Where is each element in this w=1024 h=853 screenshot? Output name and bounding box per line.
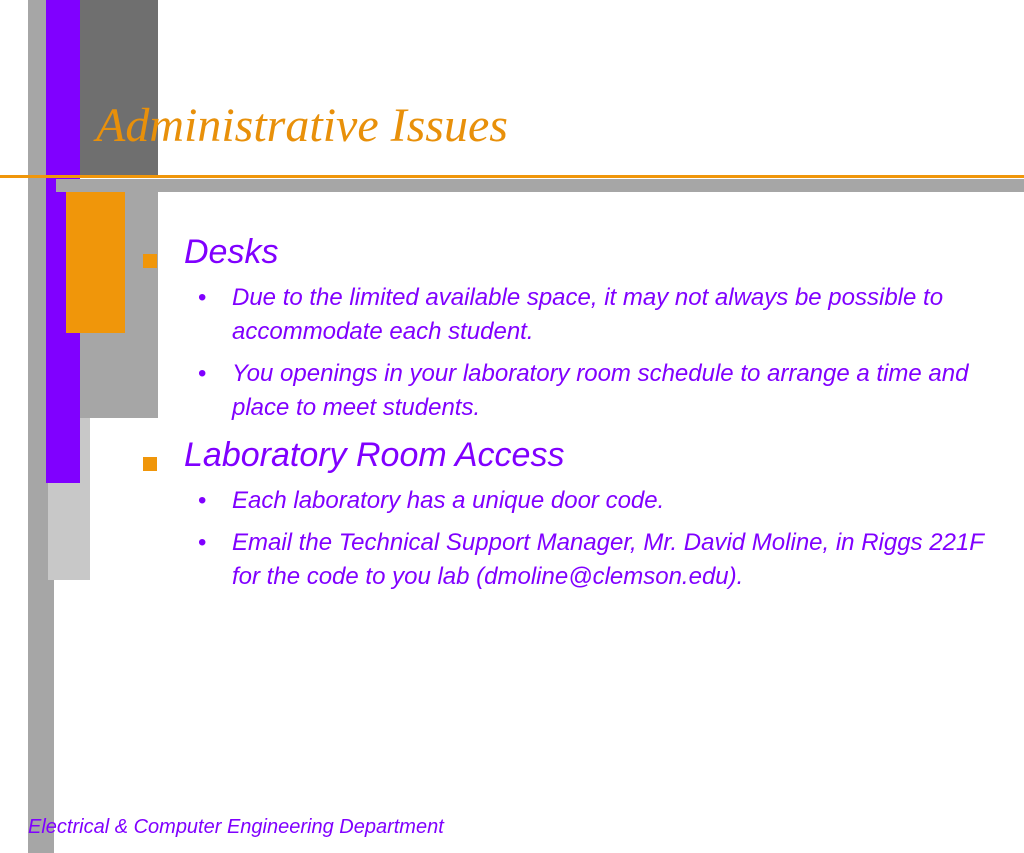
bullet-label: Desks	[184, 233, 279, 271]
slide-title: Administrative Issues	[96, 99, 508, 152]
bullet-label: Laboratory Room Access	[184, 435, 565, 474]
square-bullet-icon	[143, 254, 157, 268]
sub-bullet-text: Email the Technical Support Manager, Mr. David Moline, in Riggs 221F for the code to you lab (dmoline@clemson.edu).	[232, 528, 984, 590]
title-underline-shadow	[56, 179, 1024, 192]
footer-department: Electrical & Computer Engineering Department	[28, 816, 444, 838]
bullet-item-lab-access	[140, 435, 1000, 476]
orange-block	[66, 192, 125, 333]
sub-bullet	[140, 526, 1000, 594]
gray-block-top-right	[80, 0, 158, 188]
sub-bullet	[140, 484, 1000, 518]
dot-bullet-icon: •	[198, 359, 207, 387]
sub-bullet-text: Each laboratory has a unique door code.	[232, 486, 665, 514]
title-underline	[0, 175, 1024, 178]
square-bullet-icon	[143, 457, 157, 471]
dot-bullet-icon: •	[198, 528, 207, 556]
sub-bullet	[140, 357, 1000, 425]
dot-bullet-icon: •	[198, 283, 207, 311]
sub-bullet	[140, 281, 1000, 349]
slide-content	[140, 232, 1000, 594]
sub-bullet-text: Due to the limited available space, it may not always be possible to accommodate each student.	[232, 283, 944, 345]
dot-bullet-icon: •	[198, 486, 207, 514]
sub-bullet-text: You openings in your laboratory room schedule to arrange a time and place to meet students.	[232, 359, 969, 421]
bullet-item-desks	[140, 232, 1000, 273]
